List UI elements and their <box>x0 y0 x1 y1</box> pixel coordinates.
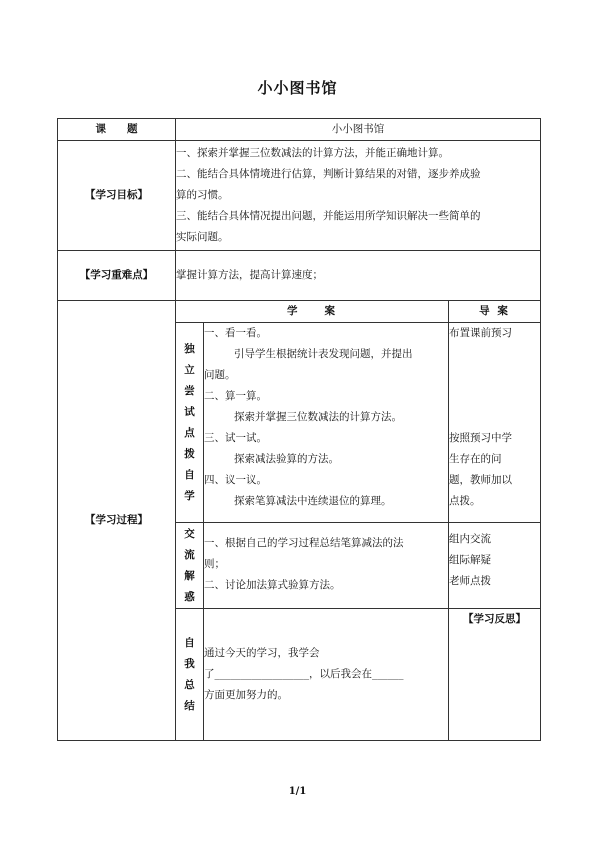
study-line: 探索减法验算的方法。 <box>234 453 339 465</box>
key-points-row <box>58 251 541 301</box>
guide-line: 题，教师加以 <box>449 474 512 486</box>
process-label: 【学习过程】 <box>58 301 176 741</box>
study-line: 问题。 <box>204 369 236 381</box>
reflection-title: 【学习反思】 <box>463 613 526 625</box>
objective-line: 二、能结合具体情境进行估算，判断计算结果的对错，逐步养成验 <box>176 168 481 180</box>
label-char: 尝 <box>184 384 195 397</box>
guide-line: 布置课前预习 <box>449 327 512 339</box>
guide-spacer <box>449 344 540 428</box>
topic-value: 小小图书馆 <box>176 119 541 141</box>
lesson-plan-table <box>57 118 541 741</box>
topic-row <box>58 119 541 141</box>
section-study-exchange <box>204 523 449 609</box>
section-study-summary <box>204 609 449 741</box>
section-label-summary <box>176 609 204 741</box>
label-char: 自 <box>184 636 195 649</box>
section-guide-independent <box>449 323 541 523</box>
key-points-value: 掌握计算方法，提高计算速度； <box>176 251 541 301</box>
objective-line: 一、探索并掌握三位数减法的计算方法，并能正确地计算。 <box>176 147 449 159</box>
guide-line: 老师点拨 <box>449 575 491 587</box>
study-line: 通过今天的学习，我学会 <box>204 647 320 659</box>
section-guide-summary <box>449 609 541 741</box>
label-char: 独 <box>184 342 195 355</box>
label-char: 自 <box>184 468 195 481</box>
study-line: 一、看一看。 <box>204 327 267 339</box>
objective-line: 三、能结合具体情况提出问题，并能运用所学知识解决一些简单的 <box>176 210 481 222</box>
guide-line: 组内交流 <box>449 533 491 545</box>
label-char: 流 <box>184 548 195 561</box>
study-line: 方面更加努力的。 <box>204 689 288 701</box>
label-char: 解 <box>184 569 195 582</box>
study-line: 二、算一算。 <box>204 390 267 402</box>
objectives-row <box>58 141 541 251</box>
study-line: 四、议一议。 <box>204 474 267 486</box>
label-char: 总 <box>184 678 195 691</box>
study-line: 则； <box>204 558 225 570</box>
study-line: 三、试一试。 <box>204 432 267 444</box>
study-line: 了__________________，以后我会在______ <box>204 668 404 680</box>
label-char: 结 <box>184 699 195 712</box>
objectives-label: 【学习目标】 <box>58 141 176 251</box>
section-study-independent <box>204 323 449 523</box>
label-char: 立 <box>184 363 195 376</box>
section-label-independent <box>176 323 204 523</box>
study-line: 探索并掌握三位数减法的计算方法。 <box>234 411 402 423</box>
study-line: 二、讨论加法算式验算方法。 <box>204 579 341 591</box>
page-title: 小小图书馆 <box>257 79 338 97</box>
topic-label: 课 题 <box>58 119 176 141</box>
study-column-header: 学 案 <box>176 301 449 323</box>
study-line: 引导学生根据统计表发现问题，并提出 <box>234 348 413 360</box>
guide-line: 点拨。 <box>449 495 481 507</box>
key-points-label: 【学习重难点】 <box>58 251 176 301</box>
guide-line: 生存在的问 <box>449 453 502 465</box>
label-char: 点 <box>184 426 195 439</box>
study-line: 一、根据自己的学习过程总结笔算减法的法 <box>204 537 404 549</box>
section-guide-exchange <box>449 523 541 609</box>
process-header-row <box>58 301 541 323</box>
objective-line: 算的习惯。 <box>176 189 229 201</box>
guide-column-header: 导 案 <box>449 301 541 323</box>
label-char: 惑 <box>184 590 195 603</box>
study-line: 探索笔算减法中连续退位的算理。 <box>234 495 392 507</box>
label-char: 试 <box>184 405 195 418</box>
label-char: 我 <box>184 657 195 670</box>
label-char: 交 <box>184 527 195 540</box>
label-char: 拨 <box>184 447 195 460</box>
label-char: 学 <box>184 489 195 502</box>
guide-line: 按照预习中学 <box>449 432 512 444</box>
objectives-content <box>176 141 541 251</box>
page-number: 1/1 <box>288 786 307 797</box>
objective-line: 实际问题。 <box>176 231 229 243</box>
section-label-exchange <box>176 523 204 609</box>
guide-line: 组际解疑 <box>449 554 491 566</box>
